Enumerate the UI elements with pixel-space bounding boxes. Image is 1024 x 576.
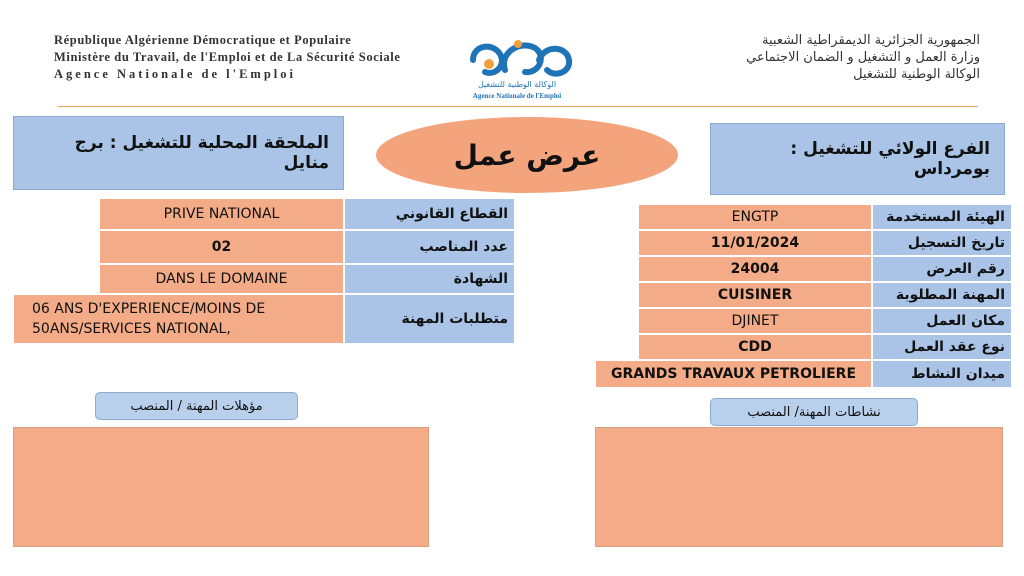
legal-sector-value: PRIVE NATIONAL [99, 198, 344, 230]
header-fr-line-3: Agence Nationale de l'Emploi [54, 67, 296, 81]
header-ar-line-2: وزارة العمل و التشغيل و الضمان الاجتماعي [746, 50, 980, 65]
diploma-label: الشهادة [344, 264, 515, 294]
job-requirements-label: متطلبات المهنة [344, 294, 515, 344]
header-ar-line-1: الجمهورية الجزائرية الديمقراطية الشعبية [762, 33, 980, 48]
contract-type-label: نوع عقد العمل [872, 334, 1012, 360]
qualifications-pill: مؤهلات المهنة / المنصب [95, 392, 298, 420]
activities-content-box [595, 427, 1003, 547]
registration-date-label: تاريخ التسجيل [872, 230, 1012, 256]
offer-number-label: رقم العرض [872, 256, 1012, 282]
logo-arabic-text: الوكالة الوطنية للتشغيل [477, 80, 557, 89]
header-divider [58, 106, 978, 107]
activities-pill: نشاطات المهنة/ المنصب [710, 398, 918, 426]
diploma-value: DANS LE DOMAINE [99, 264, 344, 294]
workplace-value: DJINET [638, 308, 872, 334]
header-fr-line-1: République Algérienne Démocratique et Populaire [54, 33, 352, 47]
employer-value: ENGTP [638, 204, 872, 230]
required-job-label: المهنة المطلوبة [872, 282, 1012, 308]
registration-date-value: 11/01/2024 [638, 230, 872, 256]
legal-sector-label: القطاع القانوني [344, 198, 515, 230]
header-ar-line-3: الوكالة الوطنية للتشغيل [853, 67, 980, 82]
offer-number-value: 24004 [638, 256, 872, 282]
activity-field-label: ميدان النشاط [872, 360, 1012, 388]
logo-french-text: Agence Nationale de l'Emploi [472, 92, 562, 100]
header-arabic [580, 32, 980, 83]
activity-field-value: GRANDS TRAVAUX PETROLIERE [595, 360, 872, 388]
qualifications-content-box [13, 427, 429, 547]
header-fr-line-2: Ministère du Travail, de l'Emploi et de La Sécurité Sociale [54, 50, 401, 64]
positions-count-label: عدد المناصب [344, 230, 515, 264]
contract-type-value: CDD [638, 334, 872, 360]
regional-office-box: الفرع الولائي للتشغيل : بومرداس [710, 123, 1005, 195]
job-offer-title: عرض عمل [376, 117, 678, 193]
workplace-label: مكان العمل [872, 308, 1012, 334]
required-job-value: CUISINER [638, 282, 872, 308]
positions-count-value: 02 [99, 230, 344, 264]
employer-label: الهيئة المستخدمة [872, 204, 1012, 230]
job-requirements-value: 06 ANS D'EXPERIENCE/MOINS DE 50ANS/SERVICES NATIONAL, [13, 294, 344, 344]
local-office-box: الملحقة المحلية للتشغيل : برج منايل [13, 116, 344, 190]
header-french [54, 32, 401, 83]
